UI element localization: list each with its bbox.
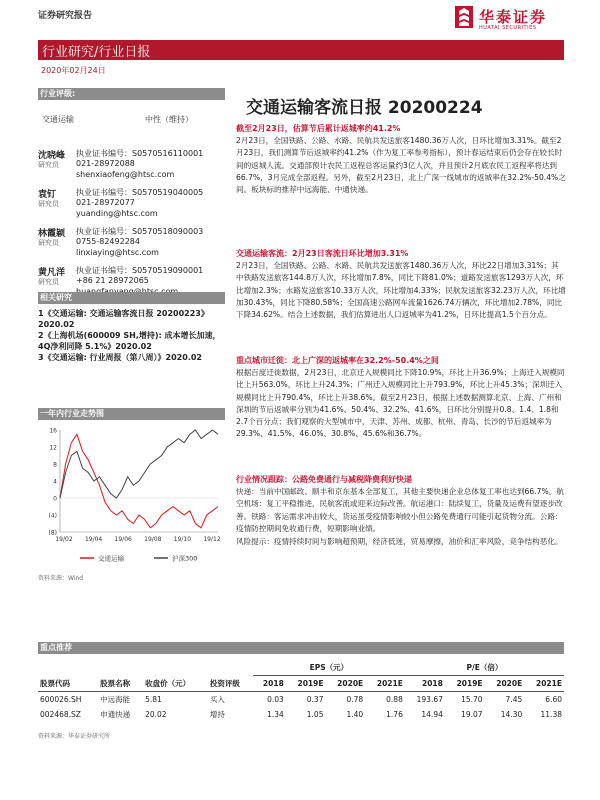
brand-english-name: HUATAI SECURITIES [479, 25, 537, 31]
investment-rating: 增持 [209, 709, 225, 719]
chart-section-header [38, 408, 225, 420]
column-header: 收盘价（元） [145, 678, 191, 688]
related-item[interactable]: 2《上海机场(600009 SH,增持): 成本增长加速，4Q净利同降 5.1%》2020.02 [38, 331, 221, 351]
brand-logo-group [455, 6, 565, 36]
column-header: 2021E [536, 678, 562, 688]
investment-rating: 买入 [209, 694, 225, 704]
x-tick-label: 19/08 [144, 536, 162, 543]
legend-label: 沪深300 [172, 554, 198, 563]
report-date: 2020年02月24日 [41, 66, 106, 75]
section-text: 2月23日，全国铁路、公路、水路、民航共发送旅客1480.36万人次，环比22日增加3.31%；其中铁路发送旅客144.8万人次，环比增加7.8%，同比下降81.0%；道路发送旅客1293万人次，环比增加2.3%；水路发送旅客10.33万人次，环比增加4.33%；民航发送旅客32.23万人次，环比增加30.43%，同比下降80.58%；全国高速公路网车流量1626.74万辆次，环比增加2.78%，同比下降34.62%。结合上述数据，我们估算进出人口返城率为41.2%，日环比提高1.5个百分点。 [236, 261, 566, 320]
column-header: 2018 [422, 678, 443, 688]
column-header: 2021E [376, 678, 403, 688]
column-header: 2019E [297, 678, 324, 688]
analyst-role: 研究员 [38, 278, 59, 286]
column-header: 2018 [262, 678, 284, 688]
analyst-name: 沈晓峰 [38, 151, 66, 161]
eps-value: 0.03 [267, 694, 284, 704]
industry-name: 交通运输 [42, 115, 74, 124]
section-heading: 行业情况跟踪：公路免费通行与减税降费利好快递 [236, 475, 412, 484]
pe-value: 7.45 [505, 694, 523, 704]
y-tick-label: 16 [49, 427, 57, 435]
x-tick-label: 19/06 [114, 536, 132, 543]
close-price: 20.02 [145, 709, 167, 719]
column-header: 2020E [496, 678, 523, 688]
eps-value: 1.76 [386, 709, 403, 719]
page-title: 交通运输客流日报 20200224 [246, 98, 483, 118]
table-source: 资料来源：华泰证券研究所 [38, 733, 111, 740]
analyst-name: 黄凡洋 [38, 268, 66, 278]
brand-logo-icon [455, 6, 473, 28]
analyst-name: 林霞颖 [38, 229, 66, 239]
x-tick-label: 19/12 [203, 536, 221, 543]
analyst-phone: 021-28972088 [76, 159, 135, 168]
analyst-license: 执业证书编号：S0570516110001 [76, 149, 204, 158]
analyst-role: 研究员 [38, 239, 59, 247]
industry-rating: 中性（维持） [145, 115, 193, 124]
column-header: 2020E [337, 678, 364, 688]
analyst-email[interactable]: yuanding@htsc.com [76, 209, 158, 218]
analyst-email[interactable]: shenxiaofeng@htsc.com [76, 170, 175, 179]
eps-value: 1.05 [306, 709, 324, 719]
analyst-phone: 0755-82492284 [76, 237, 140, 246]
pe-value: 193.67 [416, 694, 443, 704]
column-header: 股票代码 [40, 678, 70, 688]
section-heading: 交通运输客流：2月23日客流日环比增加3.31% [236, 249, 409, 258]
rating-section-title: 行业评级: [40, 89, 76, 98]
pe-value: 15.70 [461, 694, 483, 704]
section-heading: 重点城市迁徙：北上广深的返城率在32.2%-50.4%之间 [236, 356, 439, 365]
eps-value: 0.78 [346, 694, 364, 704]
report-banner [38, 40, 564, 60]
column-header: 股票名称 [100, 678, 131, 688]
analyst-role: 研究员 [38, 200, 59, 208]
stock-name: 中远海能 [100, 694, 131, 704]
stock-code: 600026.SH [40, 694, 82, 704]
pe-value: 19.07 [461, 709, 483, 719]
pe-header: P/E（倍） [405, 660, 564, 676]
analyst-license: 执业证书编号：S0570518090003 [76, 227, 204, 236]
chart-source: 资料来源：Wind [38, 575, 84, 582]
body-section [236, 248, 566, 321]
recommendation-table [38, 660, 564, 722]
eps-value: 1.34 [267, 709, 284, 719]
body-section [236, 474, 566, 535]
y-tick-label: (4) [48, 512, 57, 520]
trend-chart-svg [38, 424, 225, 570]
pe-value: 11.38 [540, 709, 562, 719]
series-line [60, 430, 218, 498]
analyst-phone: +86 21 28972065 [76, 276, 149, 285]
table-section-title: 重点推荐 [40, 643, 72, 652]
related-item[interactable]: 1《交通运输: 交通运输客流日报 20200223》2020.02 [38, 309, 209, 329]
body-section [236, 355, 566, 440]
risk-text: 风险提示：疫情持续时间与影响超预期，经济低迷，贸易摩擦，油价和汇率风险，竞争结构恶化。 [236, 537, 563, 546]
industry-trend-chart [38, 424, 225, 570]
y-tick-label: 8 [53, 461, 57, 469]
eps-value: 0.37 [306, 694, 324, 704]
y-tick-label: 12 [49, 444, 57, 452]
section-heading: 截至2月23日，估算节后累计返城率约41.2% [236, 124, 401, 133]
brand-name: 华泰证券 [479, 8, 548, 26]
analyst-license: 执业证书编号：S0570519090001 [76, 266, 204, 275]
table-section-header [38, 642, 564, 654]
x-tick-label: 19/04 [84, 536, 103, 543]
pe-value: 6.60 [545, 694, 562, 704]
table-row [38, 691, 564, 707]
recommendation-table-wrap [38, 660, 564, 722]
risk-warning [236, 536, 566, 548]
column-header: 2019E [456, 678, 483, 688]
analyst-name: 袁钉 [38, 190, 57, 200]
body-section [236, 123, 566, 196]
section-text: 根据百度迁徙数据，2月23日，北京迁入规模同比下降10.9%，环比上升36.9%；上海迁入规模同比上升563.0%，环比上升24.3%；广州迁入规模同比上升793.9%，环比上升45.3%；深圳迁入规模同比上升790.4%，环比上升38.6%。截至2月23日，根据上述数据测算北京、上海、广州和深圳的节后返城率分别为41.6%、50.4%、32.2%、41.6%，日环比分别提升0.8、1.4、1.8和2.7个百分点；我们观察的大型城市中，天津、苏州、成都、杭州、青岛、长沙的节后返城率为29.3%、41.5%、46.0%、30.8%、45.6%和36.7%。 [236, 368, 565, 439]
y-tick-label: (8) [48, 529, 57, 537]
analyst-role: 研究员 [38, 161, 59, 169]
rating-section-header [38, 88, 225, 100]
column-header: 投资评级 [209, 678, 240, 688]
related-item[interactable]: 3《交通运输: 行业周报（第八周）》2020.02 [38, 353, 202, 362]
analyst-phone: 021-28972077 [76, 198, 135, 207]
close-price: 5.81 [145, 694, 162, 704]
analyst-license: 执业证书编号：S0570519040005 [76, 188, 204, 197]
banner-title: 行业研究/行业日报 [42, 45, 151, 60]
table-row [38, 707, 564, 722]
y-tick-label: 0 [53, 495, 57, 503]
section-text: 2月23日，全国铁路、公路、水路、民航共发送旅客1480.36万人次，日环比增加3.31%。截至2月23日，我们测算节后返城率约41.2%（作为复工率参考指标），预计春运结束后仍会存在较长时间的返城人流。交通部预计农民工返程总客运量约3亿人次，并且预计2月底农民工返程率将达到66.7%，3月完成全部返程。另外，截至2月23日，北上广深一线城市的返城率在32.2%-50.4%之间。板块标的推荐中远海能、中通快递。 [236, 136, 566, 195]
eps-value: 1.40 [346, 709, 364, 719]
stock-code: 002468.SZ [40, 709, 81, 719]
eps-value: 0.88 [386, 694, 403, 704]
report-type-label: 证券研究报告 [38, 11, 93, 21]
pe-value: 14.94 [421, 709, 443, 719]
x-tick-label: 19/10 [173, 536, 192, 543]
analyst-email[interactable]: linxiaying@htsc.com [76, 248, 159, 257]
stock-name: 申通快递 [100, 709, 131, 719]
related-research-list [38, 308, 228, 363]
legend-label: 交通运输 [98, 554, 124, 563]
related-section-header [38, 292, 225, 304]
x-tick-label: 19/02 [55, 536, 73, 543]
chart-section-title: 一年内行业走势图 [40, 409, 104, 418]
section-text: 快递：当前中国邮政、顺丰和京东基本全部复工，其他主要快递企业总体复工率也达到66.7%。航空机场：复工平稳推进，民航客流或迎来边际改善。航运港口：陆续复工，货量及运费有望逐步改善。铁路：客运需求冲击较大，货运虽受疫情影响较小但公路免费通行可能引起货物分流。公路：疫情防控期间免收通行费，短期影响业绩。 [236, 487, 564, 533]
y-tick-label: 4 [53, 478, 57, 486]
pe-value: 14.30 [500, 709, 523, 719]
related-section-title: 相关研究 [40, 293, 72, 302]
eps-header: EPS（元） [253, 660, 405, 676]
